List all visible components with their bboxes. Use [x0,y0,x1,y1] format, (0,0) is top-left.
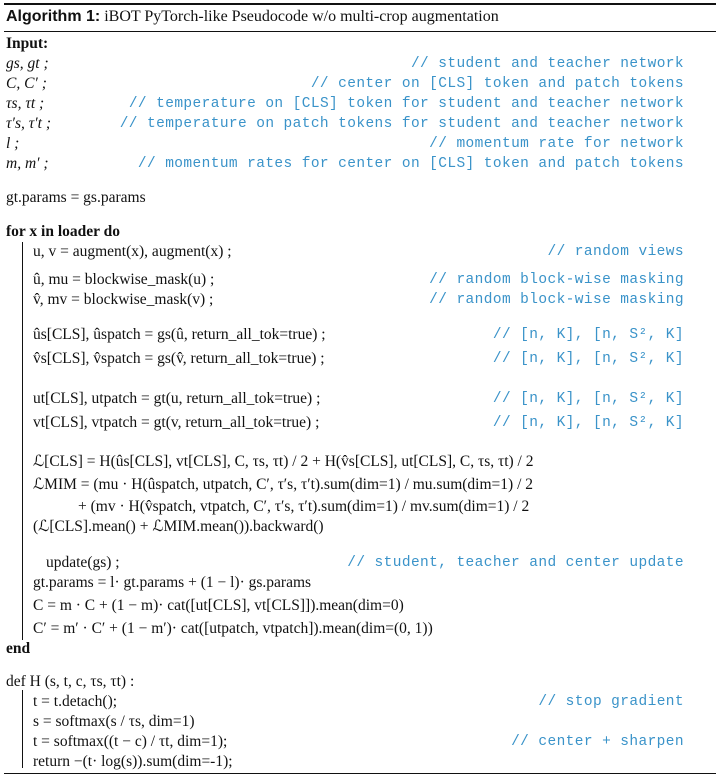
algorithm-title: iBOT PyTorch-like Pseudocode w/o multi-crop augmentation [104,8,499,25]
code-text: (ℒ[CLS].mean() + ℒMIM.mean()).backward() [33,518,324,535]
comment-text: // random views [547,244,684,260]
code-text: update(gs) ; [46,554,120,571]
code-text: û, mu = blockwise_mask(u) ; [33,271,215,288]
line-in3 [0,94,720,114]
line-h2 [0,712,720,732]
code-text: s = softmax(s / τs, dim=1) [33,713,195,730]
line-in1 [0,54,720,74]
code-text: ℒMIM = (mu · H(ûspatch, utpatch, C′, τ′s, τ′t).sum(dim=1) / mu.sum(dim=1) / 2 [33,476,534,493]
code-text: ℒ[CLS] = H(ûs[CLS], vt[CLS], C, τs, τt) / 2 + H(v̂s[CLS], ut[CLS], C, τs, τt) / 2 [33,453,534,470]
code-text: v̂, mv = blockwise_mask(v) ; [33,291,214,308]
line-h3 [0,732,720,752]
code-text: for x in loader do [6,223,120,240]
line-s1 [0,325,720,345]
comment-text: // momentum rate for network [429,136,684,152]
line-input [0,34,720,54]
line-in5 [0,134,720,154]
line-mask1 [0,270,720,290]
line-in4 [0,114,720,134]
comment-text: // [n, K], [n, S², K] [492,391,684,407]
line-lcls [0,452,720,472]
code-text: vt[CLS], vtpatch = gt(v, return_all_tok=true) ; [33,414,320,431]
line-c2 [0,619,720,639]
line-in2 [0,74,720,94]
code-text: end [6,640,31,657]
comment-text: // [n, K], [n, S², K] [492,327,684,343]
code-text: v̂s[CLS], v̂spatch = gs(v̂, return_all_tok=true) ; [33,350,325,367]
input-heading: Input: [6,35,49,52]
line-update [0,553,720,573]
line-lmim2 [0,497,720,517]
line-for [0,222,720,242]
comment-text: // temperature on patch tokens for student and teacher network [119,116,684,132]
code-text: t = t.detach(); [33,693,118,710]
code-text: l ; [6,135,20,152]
code-text: C, C′ ; [6,75,47,92]
code-text: τs, τt ; [6,95,45,112]
line-t2 [0,413,720,433]
comment-text: // student and teacher network [410,56,684,72]
line-end [0,639,720,659]
comment-text: // [n, K], [n, S², K] [492,351,684,367]
comment-text: // momentum rates for center on [CLS] token and patch tokens [137,156,684,172]
comment-text: // student, teacher and center update [347,555,684,571]
algorithm-label: Algorithm 1: [6,8,101,25]
comment-text: // center on [CLS] token and patch tokens [310,76,684,92]
code-text: gt.params = gs.params [6,189,146,206]
code-text: C = m · C + (1 − m)· cat([ut[CLS], vt[CLS]]).mean(dim=0) [33,597,404,614]
code-text: return −(t· log(s)).sum(dim=-1); [33,753,233,770]
algorithm-caption [6,7,499,27]
caption-rule [4,31,716,32]
comment-text: // [n, K], [n, S², K] [492,415,684,431]
line-h1 [0,692,720,712]
comment-text: // temperature on [CLS] token for student and teacher network [128,96,684,112]
line-back [0,517,720,537]
bottom-rule [4,773,716,774]
comment-text: // center + sharpen [511,734,684,750]
top-rule [4,3,716,5]
code-text: u, v = augment(x), augment(x) ; [33,243,232,260]
code-text: m, m′ ; [6,155,49,172]
line-init [0,188,720,208]
code-text: gs, gt ; [6,55,49,72]
line-t1 [0,389,720,409]
code-text: ut[CLS], utpatch = gt(u, return_all_tok=true) ; [33,390,321,407]
line-mask2 [0,290,720,310]
code-text: t = softmax((t − c) / τt, dim=1); [33,733,228,750]
line-lmim1 [0,475,720,495]
line-h4 [0,752,720,772]
code-text: ûs[CLS], ûspatch = gs(û, return_all_tok=true) ; [33,326,326,343]
code-text: gt.params = l· gt.params + (1 − l)· gs.params [33,574,312,591]
line-aug [0,242,720,262]
line-c1 [0,596,720,616]
line-ema [0,573,720,593]
line-s2 [0,349,720,369]
code-text: def H (s, t, c, τs, τt) : [6,673,135,690]
comment-text: // stop gradient [538,694,684,710]
line-in6 [0,154,720,174]
line-def [0,672,720,692]
code-text: τ′s, τ′t ; [6,115,52,132]
code-text: C′ = m′ · C′ + (1 − m′)· cat([utpatch, vtpatch]).mean(dim=(0, 1)) [33,620,433,637]
comment-text: // random block-wise masking [429,292,684,308]
comment-text: // random block-wise masking [429,272,684,288]
code-text: + (mv · H(v̂spatch, vtpatch, C′, τ′s, τ′t).sum(dim=1) / mv.sum(dim=1) / 2 [78,498,530,515]
